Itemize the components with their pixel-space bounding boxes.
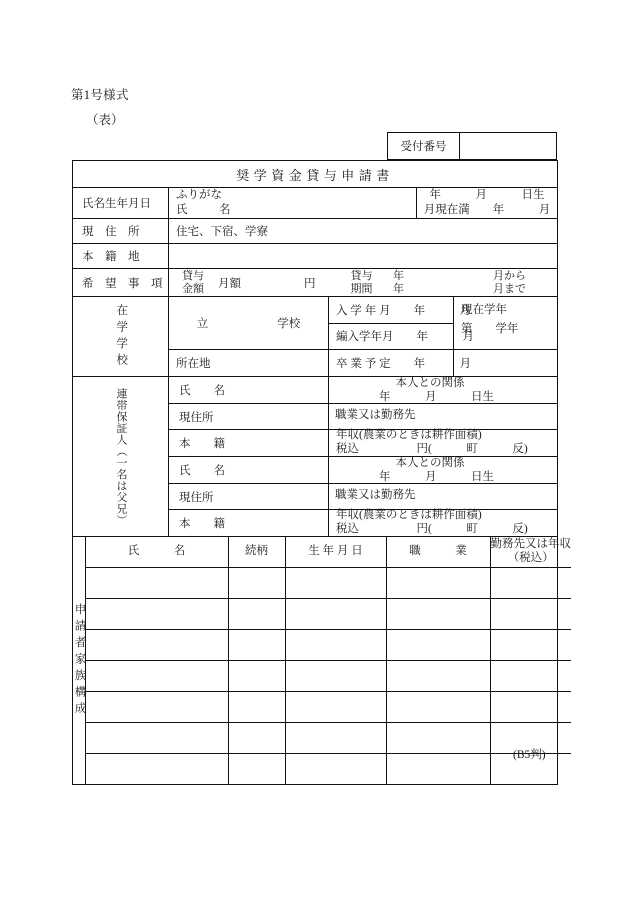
table-row[interactable] (86, 692, 572, 723)
current-grade-group[interactable] (454, 297, 557, 349)
school-section-body (169, 297, 557, 376)
guarantor-2-occupation-field[interactable] (329, 484, 557, 509)
guarantor-2-occupation-label: 職業又は勤務先 (335, 489, 416, 501)
name-birthdate-row (73, 188, 557, 219)
school-dates-group (329, 297, 474, 349)
desired-terms-body (169, 269, 557, 296)
family-cell-relation[interactable] (229, 661, 286, 691)
family-table-header-row (86, 537, 572, 568)
family-cell-name[interactable] (86, 692, 229, 722)
family-cell-workplace-income[interactable] (491, 630, 572, 660)
current-grade-label: 現在学年 (461, 304, 507, 316)
guarantor-2-domicile-row (169, 510, 557, 536)
family-cell-workplace-income[interactable] (491, 661, 572, 691)
family-section-vertical-label: 申請者家族構成 (73, 602, 86, 719)
grade-number-field: 第 学年 (461, 322, 519, 335)
family-cell-name[interactable] (86, 630, 229, 660)
family-cell-workplace-income[interactable] (491, 692, 572, 722)
family-cell-dob[interactable] (286, 692, 387, 722)
family-cell-workplace-income[interactable] (491, 568, 572, 598)
family-cell-occupation[interactable] (387, 692, 491, 722)
guarantor-2-address-row (169, 484, 557, 510)
family-col-workplace-header (491, 537, 572, 567)
name-label: 氏 名 (176, 204, 241, 216)
receipt-number-box (387, 132, 557, 160)
guarantor-2-income-field[interactable] (329, 510, 557, 536)
table-row[interactable] (86, 599, 572, 630)
school-top-rows (169, 297, 557, 349)
guarantor-1-income-field[interactable] (329, 430, 557, 456)
current-address-header: 現 住 所 (73, 219, 169, 243)
family-col-relation-header: 続柄 (229, 537, 286, 567)
family-cell-occupation[interactable] (387, 630, 491, 660)
registered-domicile-row (73, 244, 557, 269)
form-side-label: （表） (86, 113, 124, 127)
table-row[interactable] (86, 661, 572, 692)
birthdate-cell[interactable] (417, 188, 557, 218)
guarantor-1-name-label: 氏 名 (169, 377, 329, 403)
family-cell-name[interactable] (86, 661, 229, 691)
birthdate-line2: 月現在満 年 月 (423, 204, 551, 216)
receipt-number-field[interactable] (460, 133, 556, 159)
guarantor-1-income-detail: 税込 円( 町 反) (336, 443, 528, 455)
family-col-dob-header: 生 年 月 日 (286, 537, 387, 567)
loan-amount-label: 貸与 金額 (182, 269, 204, 295)
family-col-occupation-header: 職 業 (387, 537, 491, 567)
family-cell-name[interactable] (86, 568, 229, 598)
family-cell-relation[interactable] (229, 754, 286, 784)
family-cell-name[interactable] (86, 723, 229, 753)
guarantor-1-name-row (169, 377, 557, 404)
family-cell-occupation[interactable] (387, 599, 491, 629)
family-section-header (73, 537, 86, 784)
family-cell-name[interactable] (86, 599, 229, 629)
guarantor-2-relation-label: 本人との関係 (395, 456, 465, 469)
family-cell-relation[interactable] (229, 630, 286, 660)
guarantor-2-dob-label: 年 月 日生 (379, 471, 494, 483)
school-location-field[interactable]: 所在地 (169, 350, 329, 376)
table-row[interactable] (86, 754, 572, 784)
guarantor-1-address-row (169, 404, 557, 430)
guarantor-1-domicile-label: 本 籍 (169, 430, 329, 456)
guarantor-2-name-field[interactable] (329, 457, 557, 483)
paper-size-note: (B5判) (513, 749, 546, 761)
desired-terms-header: 希 望 事 項 (73, 269, 169, 296)
guarantor-1-occupation-label: 職業又は勤務先 (335, 409, 416, 421)
guarantor-section-vertical-label: 連帯保証人（一名は父兄） (115, 387, 127, 526)
guarantor-2-domicile-label: 本 籍 (169, 510, 329, 536)
registered-domicile-field[interactable] (169, 244, 557, 268)
school-grade-blank (454, 350, 557, 376)
family-cell-dob[interactable] (286, 599, 387, 629)
guarantor-1-income-label: 年収(農業のときは耕作面積) (336, 429, 482, 442)
school-section-header (73, 297, 169, 376)
family-cell-name[interactable] (86, 754, 229, 784)
guarantor-1-name-field[interactable] (329, 377, 557, 403)
form-title-row (73, 161, 557, 188)
guarantor-section-header (73, 377, 169, 536)
family-cell-dob[interactable] (286, 568, 387, 598)
family-cell-dob[interactable] (286, 661, 387, 691)
family-cell-relation[interactable] (229, 599, 286, 629)
guarantor-2-income-label: 年収(農業のときは耕作面積) (336, 509, 482, 522)
table-row[interactable] (86, 568, 572, 599)
monthly-amount-label: 月額 (218, 277, 241, 290)
family-col-workplace-header-line2: （税込） (507, 552, 554, 564)
family-cell-occupation[interactable] (387, 723, 491, 753)
family-table (86, 537, 572, 784)
guarantor-section-body (169, 377, 557, 536)
guarantor-1-occupation-field[interactable] (329, 404, 557, 429)
family-composition-section (73, 537, 571, 784)
family-cell-relation[interactable] (229, 692, 286, 722)
school-bottom-row (169, 349, 557, 376)
yen-unit-label: 円 (304, 277, 316, 290)
period-from-label: 年 年 (393, 269, 404, 295)
school-name-field[interactable]: 立 学校 (169, 297, 329, 349)
school-section-vertical-label: 在学学校 (115, 303, 128, 370)
guarantor-1-dob-label: 年 月 日生 (379, 391, 494, 403)
school-section (73, 297, 557, 377)
family-cell-occupation[interactable] (387, 568, 491, 598)
graduation-date-field[interactable]: 卒 業 予 定 年 月 (329, 350, 454, 376)
furigana-label: ふりがな (176, 189, 222, 202)
period-to-label: 月から 月まで (493, 269, 526, 295)
family-col-workplace-header-line1: 勤務先又は年収 (490, 538, 571, 551)
enrollment-date-field[interactable]: 入 学 年 月 年 月 (329, 297, 453, 324)
guarantor-2-address-label: 現住所 (169, 484, 329, 509)
guarantor-2-income-detail: 税込 円( 町 反) (336, 523, 528, 535)
name-birthdate-header: 氏名生年月日 (73, 188, 169, 218)
receipt-number-label: 受付番号 (388, 133, 460, 159)
guarantor-section (73, 377, 557, 537)
form-code: 第1号様式 (71, 88, 129, 102)
current-address-row (73, 219, 557, 244)
guarantor-1-address-label: 現住所 (169, 404, 329, 429)
application-form-table (72, 160, 571, 785)
loan-period-label: 貸与 期間 (350, 269, 373, 295)
name-field-cell[interactable] (169, 188, 417, 218)
current-address-field[interactable]: 住宅、下宿、学寮 (176, 226, 268, 238)
transfer-date-field[interactable]: 編入学年月 年 月 (336, 331, 474, 344)
family-cell-relation[interactable] (229, 568, 286, 598)
guarantor-2-name-label: 氏 名 (169, 457, 329, 483)
family-cell-dob[interactable] (286, 754, 387, 784)
family-cell-workplace-income[interactable] (491, 599, 572, 629)
desired-terms-row (73, 269, 557, 297)
family-cell-occupation[interactable] (387, 754, 491, 784)
guarantor-1-domicile-row (169, 430, 557, 457)
form-title: 奨学資金貸与申請書 (236, 167, 394, 183)
family-cell-relation[interactable] (229, 723, 286, 753)
birthdate-line1: 年 月 日生 (429, 189, 545, 202)
guarantor-2-name-row (169, 457, 557, 484)
family-col-name-header: 氏 名 (86, 537, 229, 567)
guarantor-1-relation-label: 本人との関係 (395, 376, 465, 389)
family-cell-dob[interactable] (286, 630, 387, 660)
table-row[interactable] (86, 630, 572, 661)
family-cell-dob[interactable] (286, 723, 387, 753)
family-cell-occupation[interactable] (387, 661, 491, 691)
registered-domicile-header: 本 籍 地 (73, 244, 169, 268)
table-row[interactable] (86, 723, 572, 754)
